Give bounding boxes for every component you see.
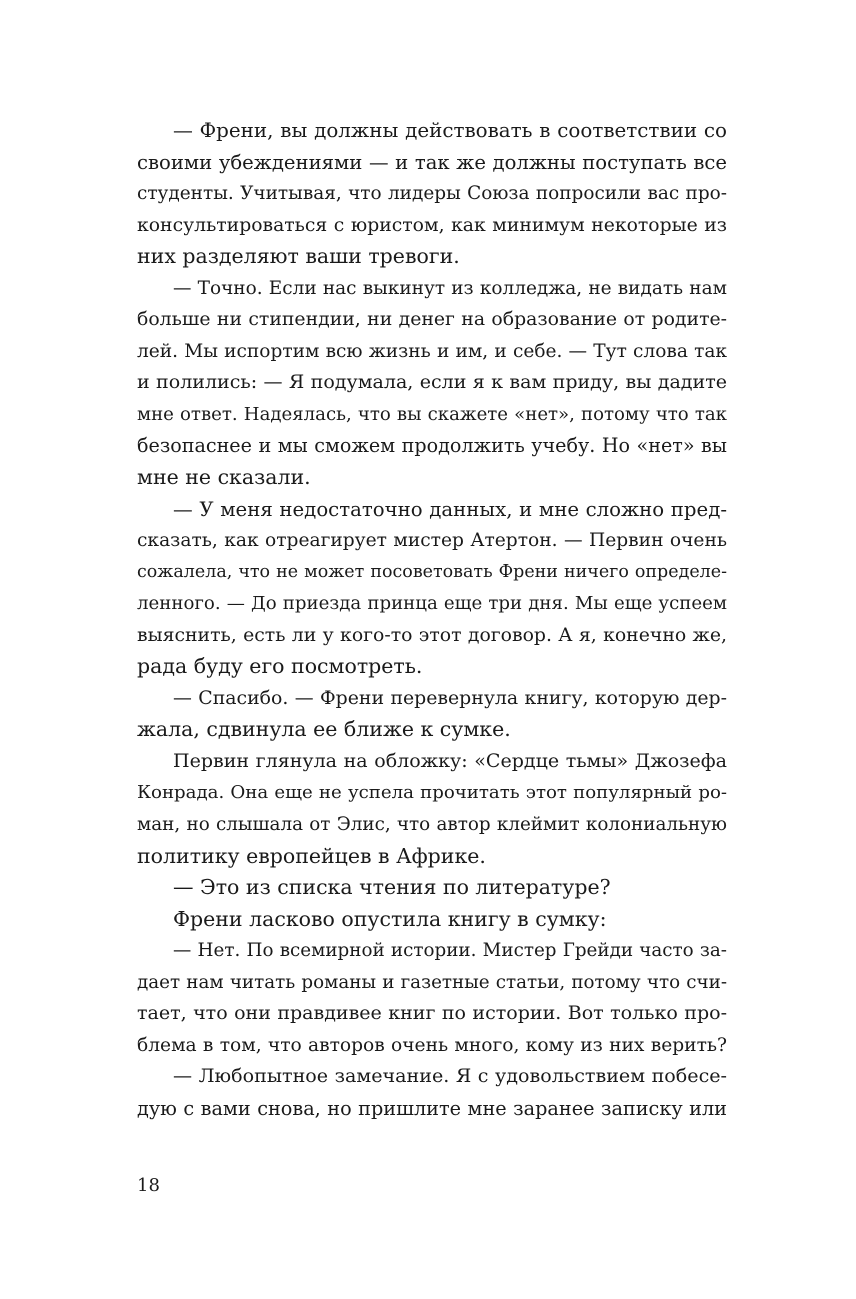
text-line: — Любопытное замечание. Я с удовольствием побесе- bbox=[173, 1065, 727, 1088]
text-line: больше ни стипендии, ни денег на образование от родите- bbox=[137, 309, 727, 331]
text-line: ман, но слышала от Элис, что автор клеймит колониальную bbox=[137, 814, 727, 836]
text-line: ленного. — До приезда принца еще три дня. Мы еще успеем bbox=[137, 593, 727, 615]
text-line: Френи ласково опустила книгу в сумку: bbox=[173, 906, 607, 931]
text-line: мне ответ. Надеялась, что вы скажете «нет», потому что так bbox=[137, 403, 727, 425]
page-body-text bbox=[137, 115, 727, 1125]
text-line: рада буду его посмотреть. bbox=[137, 654, 423, 679]
text-line: сожалела, что не может посоветовать Френи ничего определе- bbox=[137, 561, 727, 582]
text-line: — Точно. Если нас выкинут из колледжа, не видать нам bbox=[173, 277, 727, 299]
text-line: жала, сдвинула ее ближе к сумке. bbox=[137, 717, 511, 742]
text-line: блема в том, что авторов очень много, кому из них верить? bbox=[137, 1034, 727, 1056]
page-number: 18 bbox=[137, 1175, 160, 1196]
text-line: — Нет. По всемирной истории. Мистер Грейди часто за- bbox=[173, 940, 727, 962]
text-line: Конрада. Она еще не успела прочитать этот популярный ро- bbox=[137, 782, 727, 804]
text-line: — Френи, вы должны действовать в соответствии со bbox=[173, 119, 727, 142]
text-line: — Спасибо. — Френи перевернула книгу, которую дер- bbox=[173, 686, 727, 709]
text-line: мне не сказали. bbox=[137, 465, 311, 490]
text-line: — У меня недостаточно данных, и мне сложно пред- bbox=[173, 497, 727, 521]
text-line: студенты. Учитывая, что лидеры Союза попросили вас про- bbox=[137, 183, 727, 205]
text-line: Первин глянула на обложку: «Сердце тьмы» Джозефа bbox=[173, 749, 727, 772]
text-line: — Это из списка чтения по литературе? bbox=[173, 875, 611, 900]
text-line: безопаснее и мы сможем продолжить учебу. Но «нет» вы bbox=[137, 434, 727, 458]
text-line: дает нам читать романы и газетные статьи, потому что счи- bbox=[137, 971, 727, 993]
text-line: политику европейцев в Африке. bbox=[137, 843, 486, 868]
text-line: своими убеждениями — и так же должны поступать все bbox=[137, 150, 727, 174]
text-line: них разделяют ваши тревоги. bbox=[137, 244, 460, 269]
text-line: тает, что они правдивее книг по истории. Вот только про- bbox=[137, 1002, 727, 1025]
text-line: консультироваться с юристом, как минимум некоторые из bbox=[137, 214, 727, 236]
text-line: лей. Мы испортим всю жизнь и им, и себе. — Тут слова так bbox=[137, 340, 727, 362]
text-line: сказать, как отреагирует мистер Атертон. — Первин очень bbox=[137, 530, 727, 552]
text-line: дую с вами снова, но пришлите мне заранее записку или bbox=[137, 1096, 727, 1120]
text-line: и полились: — Я подумала, если я к вам приду, вы дадите bbox=[137, 371, 727, 394]
text-line: выяснить, есть ли у кого-то этот договор. А я, конечно же, bbox=[137, 624, 727, 646]
